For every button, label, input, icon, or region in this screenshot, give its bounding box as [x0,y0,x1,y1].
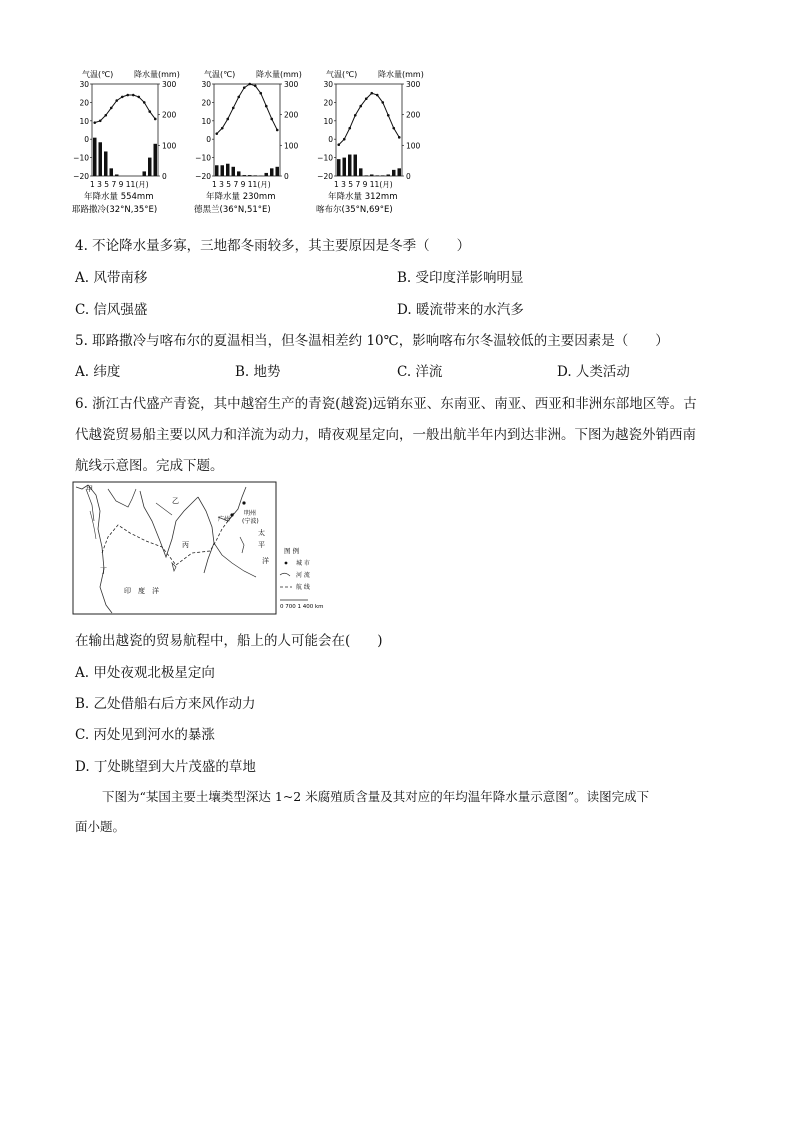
temp-tick-label: 10 [323,116,333,126]
precip-bar [254,175,258,176]
temp-point [254,85,257,88]
precip-bar [243,175,247,176]
label-guangzhou: 广州 [218,516,231,523]
legend-title: 图 例 [284,547,300,555]
precip-tick-label: 200 [162,110,177,120]
temp-curve [95,95,156,123]
temp-tick-label: 20 [201,98,211,108]
precip-bar [237,171,241,176]
label-jia: 甲 [86,485,93,493]
temp-tick-label: −20 [73,172,89,181]
precip-bar [265,173,269,176]
temp-tick-label: 30 [79,80,89,89]
temp-point [154,118,157,121]
station-name: 喀布尔(35°N,69°E) [316,205,393,215]
temp-point [237,96,240,99]
temp-point [270,118,273,121]
plot-frame [214,84,280,176]
temp-tick-label: −10 [317,153,333,163]
temp-tick-label: 0 [84,135,89,145]
q6-option-d[interactable]: D. 丁处眺望到大片茂盛的草地 [75,759,256,775]
annual-precip: 年降水量 554mm [84,192,154,202]
temp-point [387,114,390,117]
q6-option-c[interactable]: C. 丙处见到河水的暴涨 [75,727,215,743]
temp-point [343,138,346,141]
precip-tick-label: 300 [284,80,299,89]
q6-stem: 在输出越瓷的贸易航程中，船上的人可能会在( ) [75,633,383,649]
temp-point [110,107,113,110]
station-name: 德黑兰(36°N,51°E) [194,205,271,215]
temp-point [115,99,118,102]
precip-tick-label: 100 [162,141,177,151]
legend-route-label: 航 线 [296,584,310,591]
legend-city-label: 城 市 [296,560,310,567]
temp-tick-label: −10 [73,153,89,163]
temp-tick-label: −20 [317,172,333,181]
temp-point [359,105,362,108]
temp-point [248,83,251,86]
precip-bar [143,171,147,176]
precip-tick-label: 200 [284,110,299,120]
q4-option-c[interactable]: C. 信风强盛 [75,302,148,318]
q4-option-a[interactable]: A. 风带南移 [75,270,148,286]
precip-bar [398,168,402,176]
scale-label: 0 700 1 400 km [280,604,324,610]
precip-tick-label: 0 [284,172,289,181]
temp-point [370,92,373,95]
precip-bar [376,175,380,176]
temp-tick-label: 20 [323,98,333,108]
temp-point [99,120,102,123]
temp-tick-label: 30 [323,80,333,89]
annual-precip: 年降水量 312mm [328,192,398,202]
route-map [72,481,336,615]
right-axis-title: 降水量(mm) [134,70,180,79]
temp-point [226,118,229,121]
temp-point [265,105,268,108]
label-bing: 丙 [182,541,189,549]
temp-point [215,132,218,135]
right-axis-title: 降水量(mm) [378,70,424,79]
precip-bar [104,151,108,176]
q6-intro-line2: 代越瓷贸易船主要以风力和洋流为动力，晴夜观星定向，一般出航半年内到达非洲。下图为越瓷外销西南 [75,427,696,443]
temp-curve [217,84,278,134]
precip-bar [365,175,369,176]
temp-tick-label: 10 [79,116,89,126]
label-mingzhou: 明州 [244,510,257,517]
precip-bar [110,168,114,176]
precip-tick-label: 300 [406,80,421,89]
temp-tick-label: 30 [201,80,211,89]
q5-option-a[interactable]: A. 纬度 [75,364,121,380]
temp-point [148,110,151,113]
q4-option-d[interactable]: D. 暖流带来的水汽多 [397,302,524,318]
label-ding: 丁 [100,567,107,575]
temp-point [381,101,384,104]
precip-bar [270,168,274,176]
q6-intro-line1: 6. 浙江古代盛产青瓷，其中越窑生产的青瓷(越瓷)远销东亚、东南亚、南亚、西亚和非洲东部地区等。古 [75,396,697,412]
temp-point [232,107,235,110]
temp-point [376,94,379,97]
label-pacific-yang: 洋 [262,557,269,565]
month-axis-label: 1 3 5 7 9 11(月) [334,180,393,189]
precip-bar [115,174,119,176]
soil-intro-line2: 面小题。 [75,819,126,834]
temp-point [137,96,140,99]
temp-point [93,121,96,124]
left-axis-title: 气温(℃) [204,70,236,79]
annual-precip: 年降水量 230mm [206,192,276,202]
temp-point [348,127,351,130]
temp-point [126,94,129,97]
city-guangzhou-dot [230,513,233,516]
precip-bar [226,164,230,176]
temp-point [392,127,395,130]
precip-bar [343,158,347,176]
temp-point [259,92,262,95]
left-axis-title: 气温(℃) [326,70,358,79]
q5-option-d[interactable]: D. 人类活动 [557,364,630,380]
legend-river-icon [280,573,290,576]
temp-tick-label: 0 [328,135,333,145]
temp-point [121,96,124,99]
precip-bar [392,170,396,176]
precip-bar [381,175,385,176]
precip-bar [248,175,252,176]
precip-bar [370,174,374,176]
q4-option-b[interactable]: B. 受印度洋影响明显 [397,270,524,286]
q6-option-b[interactable]: B. 乙处借船右后方来风作动力 [75,696,256,712]
soil-intro-line1: 下图为“某国主要土壤类型深达 1~2 米腐殖质含量及其对应的年均温年降水量示意图”。读图完成下 [102,789,650,804]
temp-point [398,136,401,139]
precip-bar [215,165,219,176]
temp-point [132,94,135,97]
temp-tick-label: −20 [195,172,211,181]
temp-point [243,86,246,89]
precip-bar [359,168,363,176]
station-name: 耶路撒冷(32°N,35°E) [72,205,158,215]
label-ningbo: (宁波) [242,518,259,525]
temp-tick-label: −10 [195,153,211,163]
precip-bar [154,144,158,176]
precip-bar [221,165,225,176]
q6-option-a[interactable]: A. 甲处夜观北极星定向 [75,665,215,681]
left-axis-title: 气温(℃) [82,70,114,79]
temp-point [276,129,279,132]
precip-bar [148,158,152,176]
temp-tick-label: 20 [79,98,89,108]
temp-point [104,114,107,117]
label-indian-ocean: 印 度 洋 [124,587,159,595]
precip-tick-label: 0 [162,172,167,181]
right-axis-title: 降水量(mm) [256,70,302,79]
q5-stem: 5. 耶路撒冷与喀布尔的夏温相当，但冬温相差约 10℃，影响喀布尔冬温较低的主要因素是（ ） [75,333,669,349]
precip-tick-label: 200 [406,110,421,120]
temp-point [337,143,340,146]
temp-point [354,114,357,117]
q4-stem: 4. 不论降水量多寡，三地都冬雨较多，其主要原因是冬季（ ） [75,238,471,254]
temp-curve [339,93,400,145]
precip-bar [337,159,341,176]
q5-option-b[interactable]: B. 地势 [235,364,281,380]
precip-bar [232,167,236,176]
month-axis-label: 1 3 5 7 9 11(月) [212,180,271,189]
temp-point [221,127,224,130]
q5-option-c[interactable]: C. 洋流 [397,364,443,380]
precip-tick-label: 300 [162,80,177,89]
legend-city-icon [285,562,288,565]
label-pacific-ping: 平 [258,541,265,549]
temp-point [143,101,146,104]
q6-intro-line3: 航线示意图。完成下题。 [75,458,224,474]
month-axis-label: 1 3 5 7 9 11(月) [90,180,149,189]
precip-bar [348,155,352,176]
label-yi: 乙 [172,497,179,505]
climographs [70,66,440,220]
precip-tick-label: 100 [284,141,299,151]
precip-tick-label: 100 [406,141,421,151]
precip-bar [354,155,358,176]
climograph-panel [70,66,440,220]
precip-bar [99,142,103,176]
precip-tick-label: 0 [406,172,411,181]
temp-point [365,97,368,100]
temp-tick-label: 10 [201,116,211,126]
legend-river-label: 河 流 [296,572,310,579]
precip-bar [93,138,97,176]
precip-bar [276,167,280,176]
label-pacific-tai: 太 [258,529,265,537]
temp-tick-label: 0 [206,135,211,145]
precip-bar [387,174,391,176]
city-mingzhou-dot [242,501,245,504]
